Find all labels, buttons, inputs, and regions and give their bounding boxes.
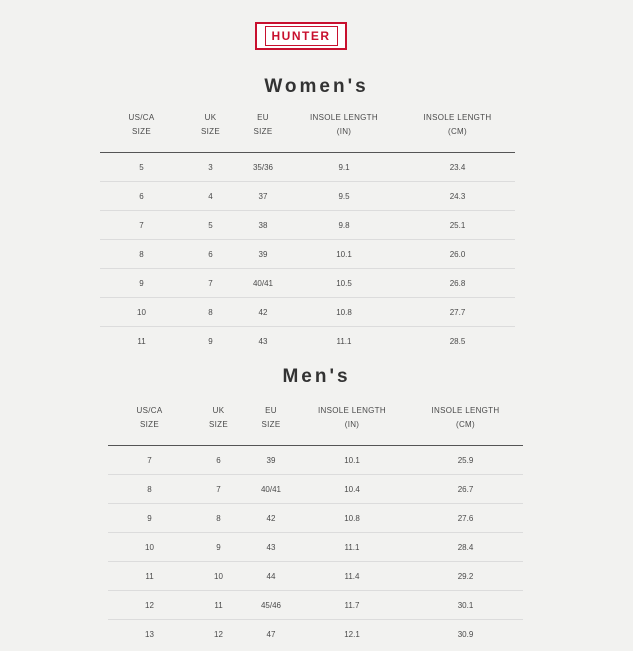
womens-heading: Women's xyxy=(264,76,369,97)
table-cell: 9 xyxy=(108,504,191,533)
column-header-line: (CM) xyxy=(448,127,467,136)
table-cell: 12.1 xyxy=(344,629,360,639)
table-cell: 27.6 xyxy=(408,504,523,533)
table-row xyxy=(100,327,515,356)
table-cell: 11 xyxy=(191,591,246,620)
table-cell: 10.8 xyxy=(288,298,400,327)
mens-heading: Men's xyxy=(282,366,351,387)
table-cell: 25.9 xyxy=(408,446,523,475)
column-header-line: (IN) xyxy=(344,420,360,429)
table-cell: 9.5 xyxy=(288,182,400,211)
table-cell: 11.7 xyxy=(296,591,408,620)
table-cell: 44 xyxy=(246,562,296,591)
column-header-line: (CM) xyxy=(456,420,475,429)
table-row xyxy=(108,446,523,475)
table-cell: 3 xyxy=(183,153,238,182)
table-cell: 8 xyxy=(183,298,238,327)
table-cell: 5 xyxy=(100,153,183,182)
column-header xyxy=(191,404,246,446)
column-header-line: INSOLE LENGTH xyxy=(310,113,378,122)
table-cell: 26.8 xyxy=(400,269,515,298)
table-cell: 10.4 xyxy=(296,475,408,504)
table-row xyxy=(100,240,515,269)
table-cell: 26.7 xyxy=(408,475,523,504)
table-cell: 10.1 xyxy=(296,446,408,475)
table-cell: 30.9 xyxy=(457,629,474,639)
table-cell: 10 xyxy=(108,533,191,562)
hunter-logo xyxy=(255,22,347,50)
table-cell: 8 xyxy=(191,504,246,533)
table-cell: 9.8 xyxy=(288,211,400,240)
column-header-line: INSOLE LENGTH xyxy=(318,406,386,415)
table-cell: 9 xyxy=(191,533,246,562)
table-cell: 28.4 xyxy=(408,533,523,562)
table-cell: 4 xyxy=(183,182,238,211)
column-header-line: INSOLE LENGTH xyxy=(431,406,500,415)
table-cell: 37 xyxy=(238,182,288,211)
table-cell: 6 xyxy=(100,182,183,211)
table-row xyxy=(108,504,523,533)
table-cell: 7 xyxy=(191,475,246,504)
column-header-line: SIZE xyxy=(261,420,281,429)
table-cell: 7 xyxy=(108,446,191,475)
table-cell: 24.3 xyxy=(400,182,515,211)
column-header-line: UK xyxy=(204,113,217,122)
table-header-row xyxy=(100,111,515,153)
table-row xyxy=(108,533,523,562)
mens-size-table xyxy=(108,404,523,648)
column-header-line: EU xyxy=(265,406,277,415)
table-cell: 42 xyxy=(238,298,288,327)
column-header xyxy=(288,111,400,153)
table-cell: 47 xyxy=(266,629,276,639)
column-header xyxy=(400,111,515,153)
table-row xyxy=(108,591,523,620)
table-cell: 9 xyxy=(100,269,183,298)
column-header-line: SIZE xyxy=(253,127,273,136)
column-header-line: SIZE xyxy=(140,420,159,429)
table-cell: 5 xyxy=(183,211,238,240)
column-header-line: SIZE xyxy=(201,127,220,136)
table-header-row xyxy=(108,404,523,446)
table-cell: 43 xyxy=(258,336,268,346)
table-cell: 10.8 xyxy=(296,504,408,533)
table-row xyxy=(100,182,515,211)
table-row xyxy=(108,475,523,504)
table-cell: 45/46 xyxy=(246,591,296,620)
column-header xyxy=(183,111,238,153)
table-row xyxy=(100,211,515,240)
table-cell: 11.1 xyxy=(296,533,408,562)
column-header-line: EU xyxy=(257,113,269,122)
table-cell: 8 xyxy=(108,475,191,504)
table-cell: 42 xyxy=(246,504,296,533)
table-cell: 9 xyxy=(208,336,213,346)
column-header-line: SIZE xyxy=(132,127,151,136)
table-row xyxy=(100,153,515,182)
table-cell: 7 xyxy=(100,211,183,240)
column-header-line: US/CA xyxy=(136,406,163,415)
table-cell: 43 xyxy=(246,533,296,562)
column-header xyxy=(296,404,408,446)
womens-size-table xyxy=(100,111,515,355)
table-row xyxy=(108,620,523,649)
table-cell: 8 xyxy=(100,240,183,269)
table-cell: 11.4 xyxy=(296,562,408,591)
column-header xyxy=(108,404,191,446)
table-cell: 23.4 xyxy=(400,153,515,182)
table-cell: 11.1 xyxy=(336,336,352,346)
table-cell: 30.1 xyxy=(408,591,523,620)
table-cell: 10 xyxy=(100,298,183,327)
table-cell: 40/41 xyxy=(246,475,296,504)
table-row xyxy=(108,562,523,591)
table-cell: 25.1 xyxy=(400,211,515,240)
column-header-line: US/CA xyxy=(128,113,155,122)
table-cell: 10.1 xyxy=(288,240,400,269)
table-row xyxy=(100,298,515,327)
table-cell: 27.7 xyxy=(400,298,515,327)
column-header xyxy=(408,404,523,446)
table-cell: 12 xyxy=(108,591,191,620)
table-cell: 39 xyxy=(246,446,296,475)
table-cell: 10 xyxy=(191,562,246,591)
table-cell: 12 xyxy=(214,629,223,639)
column-header-line: UK xyxy=(212,406,225,415)
column-header xyxy=(238,111,288,153)
table-cell: 11 xyxy=(108,562,191,591)
table-cell: 28.5 xyxy=(449,336,466,346)
logo-text: HUNTER xyxy=(265,26,338,46)
table-cell: 40/41 xyxy=(238,269,288,298)
table-cell: 9.1 xyxy=(288,153,400,182)
table-cell: 6 xyxy=(183,240,238,269)
column-header-line: SIZE xyxy=(209,420,228,429)
table-cell: 7 xyxy=(183,269,238,298)
column-header xyxy=(246,404,296,446)
table-cell: 13 xyxy=(145,629,154,639)
table-cell: 26.0 xyxy=(400,240,515,269)
table-cell: 39 xyxy=(238,240,288,269)
column-header xyxy=(100,111,183,153)
table-cell: 35/36 xyxy=(238,153,288,182)
table-row xyxy=(100,269,515,298)
table-cell: 11 xyxy=(137,336,146,346)
table-cell: 10.5 xyxy=(288,269,400,298)
table-cell: 6 xyxy=(191,446,246,475)
column-header-line: (IN) xyxy=(336,127,352,136)
table-cell: 38 xyxy=(238,211,288,240)
column-header-line: INSOLE LENGTH xyxy=(423,113,492,122)
table-cell: 29.2 xyxy=(408,562,523,591)
